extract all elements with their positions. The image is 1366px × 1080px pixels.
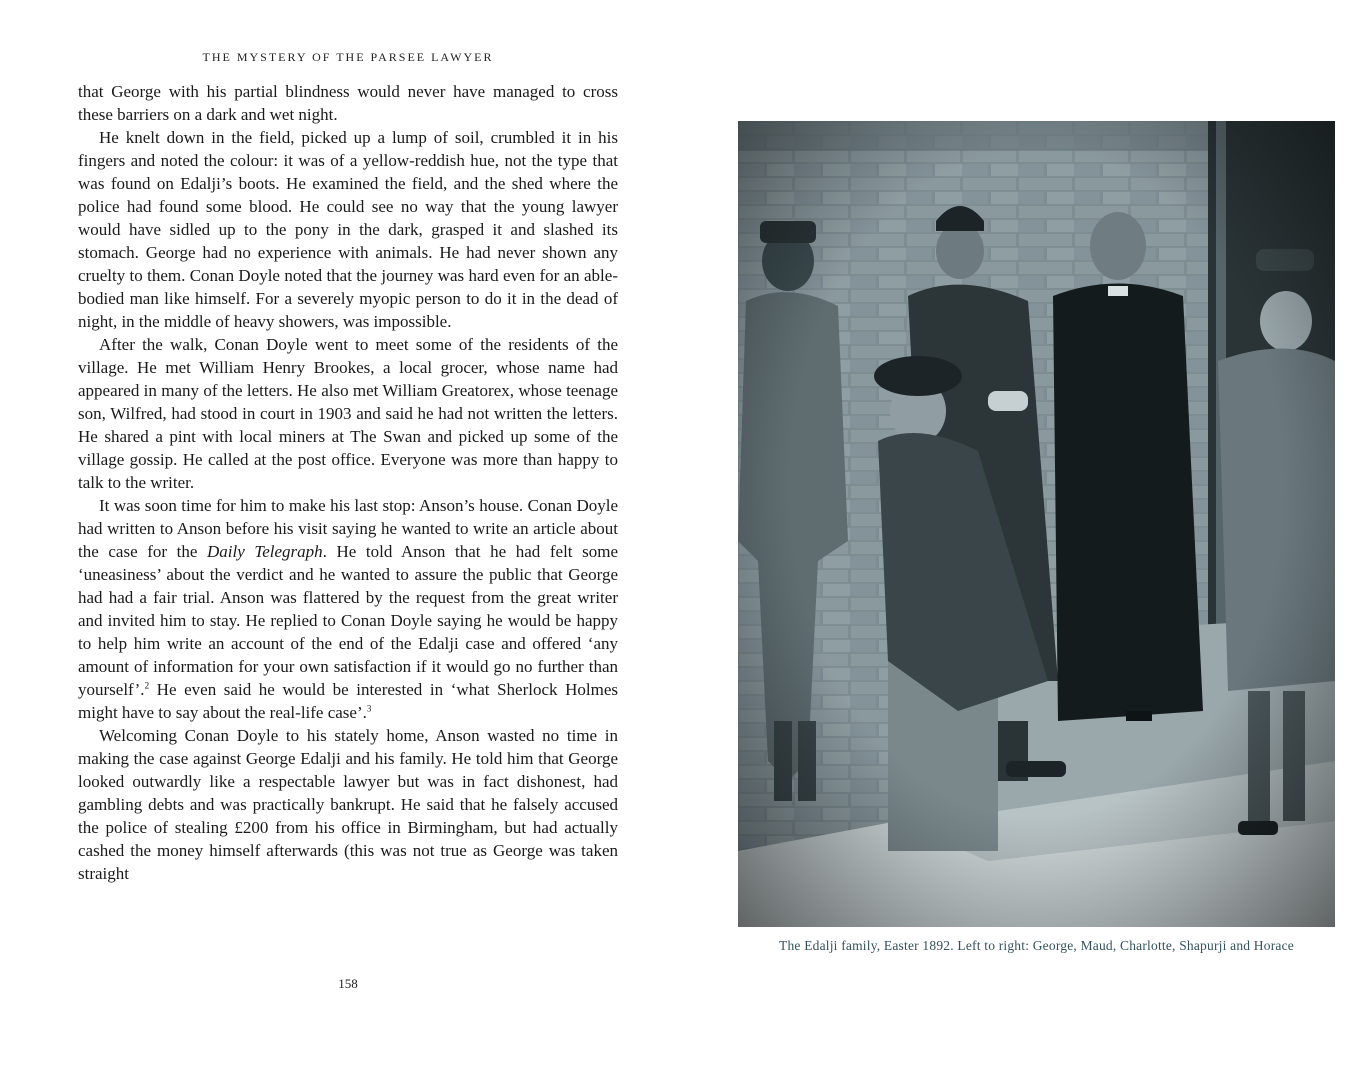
paragraph <box>78 126 618 333</box>
running-head: THE MYSTERY OF THE PARSEE LAWYER <box>202 50 494 64</box>
text-run: . He told Anson that he had felt some ‘uneasiness’ about the verdict and he wanted to assure the public that George had had a fair trial. Anson was flattered by the request from the great writer and invited him to stay. He replied to Conan Doyle saying he would be happy to help him write an account of the end of the Edalji case and offered ‘any amount of information for your own satisfaction if it would go no further than yourself’. <box>78 542 618 699</box>
photo-caption: The Edalji family, Easter 1892. Left to right: George, Maud, Charlotte, Shapurji and Horace <box>779 938 1294 953</box>
paragraph <box>78 80 618 126</box>
text-run: Welcoming Conan Doyle to his stately home, Anson wasted no time in making the case against George Edalji and his family. He told him that George looked outwardly like a respectable lawyer but was in fact dishonest, had gambling debts and was practically bankrupt. He said that he falsely accused the police of stealing £200 from his office in Birmingham, but had actually cashed the money himself afterwards (this was not true as George was taken straight <box>78 726 618 883</box>
body-text <box>78 80 618 885</box>
text-run: After the walk, Conan Doyle went to meet some of the residents of the village. He met William Henry Brookes, a local grocer, whose name had appeared in many of the letters. He also met William Greatorex, whose teenage son, Wilfred, had stood in court in 1903 and said he had not written the letters. He shared a pint with local miners at The Swan and picked up some of the village gossip. He called at the post office. Everyone was more than happy to talk to the writer. <box>78 335 618 492</box>
paragraph <box>78 494 618 724</box>
footnote-marker: 2 <box>144 680 150 691</box>
family-photograph <box>738 121 1335 927</box>
text-run: that George with his partial blindness would never have managed to cross these barriers on a dark and wet night. <box>78 82 618 124</box>
paragraph <box>78 333 618 494</box>
text-run: He knelt down in the field, picked up a lump of soil, crumbled it in his fingers and noted the colour: it was of a yellow-reddish hue, not the type that was found on Edalji’s boots. He examined the field, and the shed where the police had found some blood. He could see no way that the young lawyer would have sidled up to the pony in the dark, grasped it and slashed its stomach. George had no experience with animals. He had never shown any cruelty to them. Conan Doyle noted that the journey was hard even for an able-bodied man like himself. For a severely myopic person to do it in the dead of night, in the middle of heavy showers, was impossible. <box>78 128 618 331</box>
italic-text: Daily Telegraph <box>206 542 323 561</box>
footnote-marker: 3 <box>366 703 372 714</box>
text-run: It was soon time for him to make his last stop: Anson’s house. Conan Doyle had written to Anson before his visit saying he wanted to write an article about the case for the <box>78 496 618 561</box>
text-run: He even said he would be interested in ‘what Sherlock Holmes might have to say about the real-life case’. <box>78 680 618 722</box>
page-number: 158 <box>338 976 358 991</box>
paragraph <box>78 724 618 885</box>
